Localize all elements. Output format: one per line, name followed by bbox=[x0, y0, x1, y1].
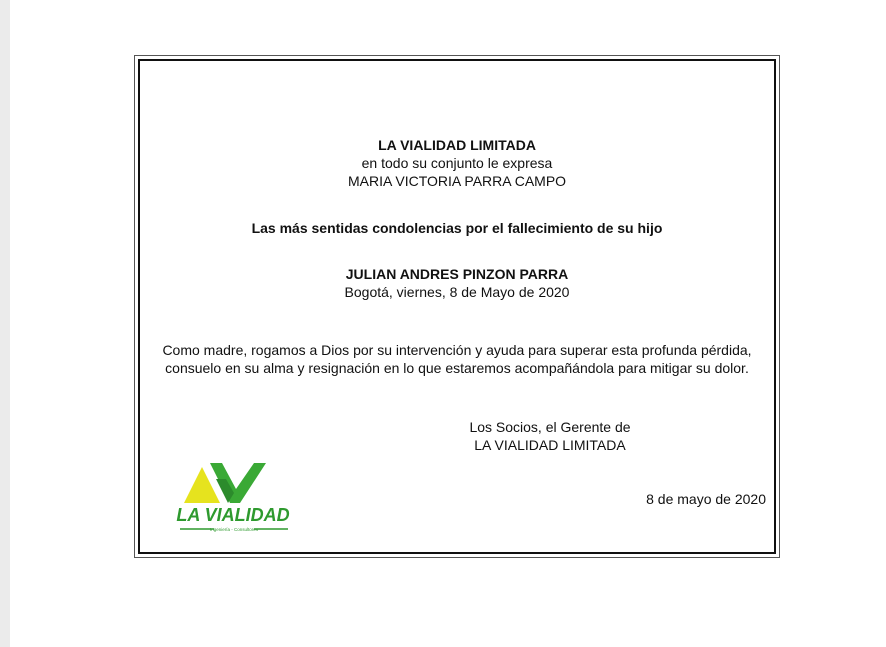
logo-graphic bbox=[172, 459, 294, 537]
notice-inner-border bbox=[138, 59, 776, 554]
place-date-text: Bogotá, viernes, 8 de Mayo de 2020 bbox=[344, 284, 570, 300]
logo-tagline: Ingeniería - Consultores bbox=[209, 527, 259, 532]
signature-line-2: LA VIALIDAD LIMITADA bbox=[474, 437, 626, 453]
body-text-line-1: Como madre, rogamos a Dios por su intervención y ayuda para superar esta profunda pérdida, bbox=[162, 342, 752, 358]
condolence-text: Las más sentidas condolencias por el fallecimiento de su hijo bbox=[251, 220, 663, 236]
company-heading: LA VIALIDAD LIMITADA bbox=[378, 137, 536, 153]
notice-date: 8 de mayo de 2020 bbox=[646, 491, 766, 507]
logo-wordmark: LA VIALIDAD bbox=[176, 505, 290, 525]
intro-text: en todo su conjunto le expresa bbox=[361, 155, 553, 171]
deceased-name: JULIAN ANDRES PINZON PARRA bbox=[345, 266, 569, 282]
document-page bbox=[10, 0, 886, 647]
body-text-line-2: consuelo en su alma y resignación en lo que estaremos acompañándola para mitigar su dolor. bbox=[165, 360, 749, 376]
signature-line-1: Los Socios, el Gerente de bbox=[469, 419, 631, 435]
recipient-name: MARIA VICTORIA PARRA CAMPO bbox=[347, 173, 567, 189]
logo-yellow-triangle bbox=[184, 467, 220, 503]
la-vialidad-logo bbox=[172, 459, 294, 537]
notice-frame bbox=[134, 55, 780, 558]
